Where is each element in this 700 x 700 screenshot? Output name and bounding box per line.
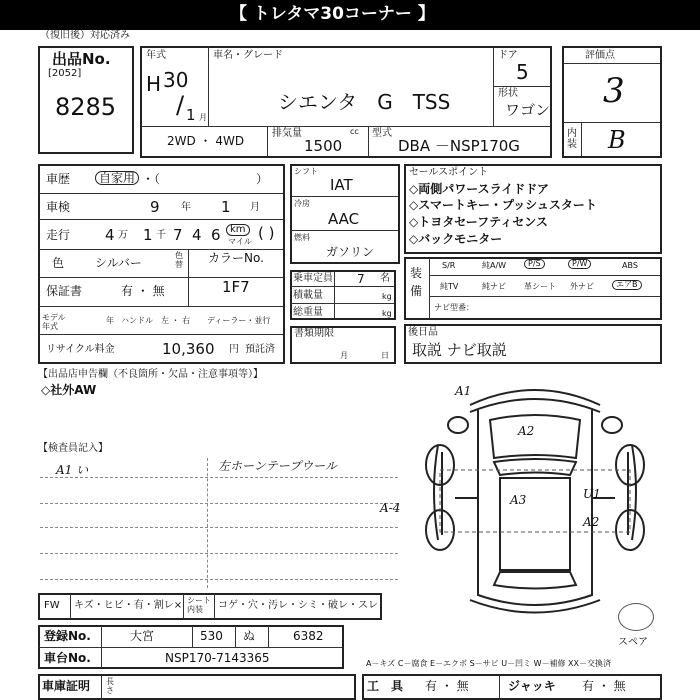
equip-aw: 純A/W [482,261,507,270]
drive-value: 2WD ・ 4WD [167,134,245,148]
year-era: H [146,72,162,96]
capacity-label: 乗車定員 [293,273,333,284]
mark-u1-right: U1 [583,487,601,501]
fw-text-2: コゲ・穴・汚レ・シミ・破レ・スレ [218,600,378,611]
history-circled: 自家用 [95,171,139,185]
fw-label: FW [44,600,60,611]
equip-tv: 純TV [440,282,459,291]
mark-a1-top: A1 [455,384,472,398]
damage-legend: A－キズ C－腐食 E－エクボ S－サビ U－凹ミ W－補修 XX－交換済 [366,659,612,668]
fuel-label: 燃料 [294,233,310,242]
displacement-unit: cc [350,127,359,136]
fuel-value: ガソリン [326,245,375,259]
mileage-d3: 6 [211,226,221,244]
cert-label: 車庫証明 [42,679,91,693]
displacement-value: 1500 [304,137,343,155]
shift-value: IAT [330,176,353,194]
capacity-value: 7 [357,272,365,286]
mark-a2-right: A2 [583,515,600,529]
doors-label: ドア [498,50,518,61]
recycle-value: 10,360 [162,340,215,358]
registration-area: 大宮 [130,629,155,643]
colorno-value: 1F7 [222,278,250,296]
capacity-unit: 名 [380,273,390,284]
navi-model-label: ナビ型番： [434,303,474,312]
expiry-day: 日 [381,351,389,360]
year-value: 30 [163,68,189,92]
mark-a2-hood: A2 [518,424,535,438]
mileage-unit-mile: マイル [228,237,252,246]
mileage-man-unit: 万 [118,230,128,241]
tools-label: 工 具 [367,679,404,693]
dealer-label: ディーラー・並行 [207,316,271,325]
warranty-value: 有 ・ 無 [121,284,165,298]
modelyear-nen: 年 [106,316,114,325]
equip-extnavi: 外ナビ [570,282,594,291]
interior-label: 内装 [567,128,577,150]
fw-seat-label: シート内装 [187,596,211,614]
weight-unit: kg [382,309,392,318]
inspection-year: 9 [150,198,160,216]
equip-abs: ABS [622,261,638,270]
sales-point-4: ◇バックモニター [409,232,503,246]
sales-point-1: ◇両側パワースライドドア [409,182,549,196]
page-title: 【 トレタマ30コーナー 】 [230,4,435,24]
lot-label: 出品No. [52,50,111,68]
equip-navi: 純ナビ [482,282,506,291]
mark-a3-roof: A3 [510,493,527,507]
modelyear-label: モデル年式 [42,313,66,331]
aircon-value: AAC [328,210,360,228]
year-label: 年式 [146,50,166,61]
load-unit: kg [382,292,392,301]
history-label: 車歴 [46,172,71,186]
inspection-label: 車検 [46,200,71,214]
mileage-sen-unit: 千 [156,230,166,241]
shape-label: 形状 [498,88,518,99]
shape-value: ワゴン [505,101,551,119]
lot-number: 8285 [55,93,117,121]
equip-airbag: エアB [612,280,642,290]
aftersale-label: 後日品 [408,327,438,338]
model-label: 型式 [372,128,392,139]
equipment-label: 装備 [410,266,423,298]
equip-pw: P/W [568,259,591,269]
aircon-label: 冷房 [294,199,310,208]
mileage-unit-km: km [226,224,250,236]
inspection-year-unit: 年 [181,202,191,213]
tools-value: 有 ・ 無 [425,679,469,693]
jack-label: ジャッキ [508,679,556,693]
equip-ps: P/S [524,259,545,269]
shift-label: シフト [294,167,318,176]
recycle-unit: 円 [229,344,239,355]
aftersale-value: 取説 ナビ取説 [412,341,507,359]
car-damage-diagram [400,370,670,635]
registration-class: 530 [200,629,223,643]
year-month-unit: 月 [199,113,207,122]
load-label: 積載量 [293,290,323,301]
history-rest: ・（ ） [142,172,269,186]
registration-kana: ぬ [243,629,256,643]
jack-value: 有 ・ 無 [582,679,626,693]
mileage-man: 4 [105,226,115,244]
dealer-notes-label: 【出品店申告欄（不良箇所・欠品・注意事項等）】 [38,369,263,380]
inspection-month-unit: 月 [250,202,260,213]
chassis-label: 車台No. [44,651,91,665]
inspector-label: 【検査員記入】 [38,443,108,454]
sales-point-3: ◇トヨタセーフティセンス [409,215,548,229]
recycle-label: リサイクル料金 [46,344,115,355]
carname-value: シエンタ G TSS [278,90,451,114]
mileage-paren: ( ) [258,224,275,242]
model-value: DBA －NSP170G [398,137,520,155]
mileage-d2: 4 [192,226,202,244]
inspector-note-2: 左ホーンテープウール [218,459,337,473]
color-value: シルバー [95,256,142,270]
sales-label: セールスポイント [409,167,489,178]
registration-number: 6382 [293,629,324,643]
color-label: 色 [52,256,65,270]
mileage-sen: 1 [143,226,153,244]
mileage-d1: 7 [173,226,183,244]
year-month: 1 [186,106,196,124]
doors-value: 5 [516,60,529,84]
interior-value: B [608,126,626,154]
displacement-label: 排気量 [272,128,302,139]
registration-label: 登録No. [44,629,91,643]
repaint-label: 色替 [175,251,183,269]
top-note: （復旧後）対応済み [40,30,130,41]
mark-a4-left: A-4 [380,501,401,515]
cert-date-label: 長さ [106,677,114,695]
warranty-label: 保証書 [46,284,83,298]
expiry-label: 書類期限 [294,328,334,339]
handle-label: ハンドル [121,316,153,325]
chassis-value: NSP170-7143365 [165,651,270,665]
spare-label: スペア [618,637,648,648]
spare-circle [618,603,654,631]
year-slash: / [176,91,185,119]
mileage-label: 走行 [46,228,71,242]
equip-leather: 革シート [524,282,556,291]
expiry-month: 月 [340,351,348,360]
equip-sr: S/R [442,261,456,270]
recycle-note: 預託済 [245,344,275,355]
inspection-month: 1 [221,198,231,216]
handle-value: 左 ・ 右 [161,316,191,325]
carname-label: 車名・グレード [213,50,283,61]
fw-text-1: キズ・ヒビ・有・割レ× [74,600,183,611]
inspector-note-1: A1 い [56,463,89,477]
dealer-notes-value: ◇社外AW [41,383,97,397]
score-label: 評価点 [585,50,615,61]
score-value: 3 [603,71,625,111]
weight-label: 総重量 [293,307,323,318]
colorno-label: カラーNo. [208,251,264,265]
lot-stamp: [2052] [48,68,82,79]
sales-point-2: ◇スマートキー・プッシュスタート [409,198,597,212]
